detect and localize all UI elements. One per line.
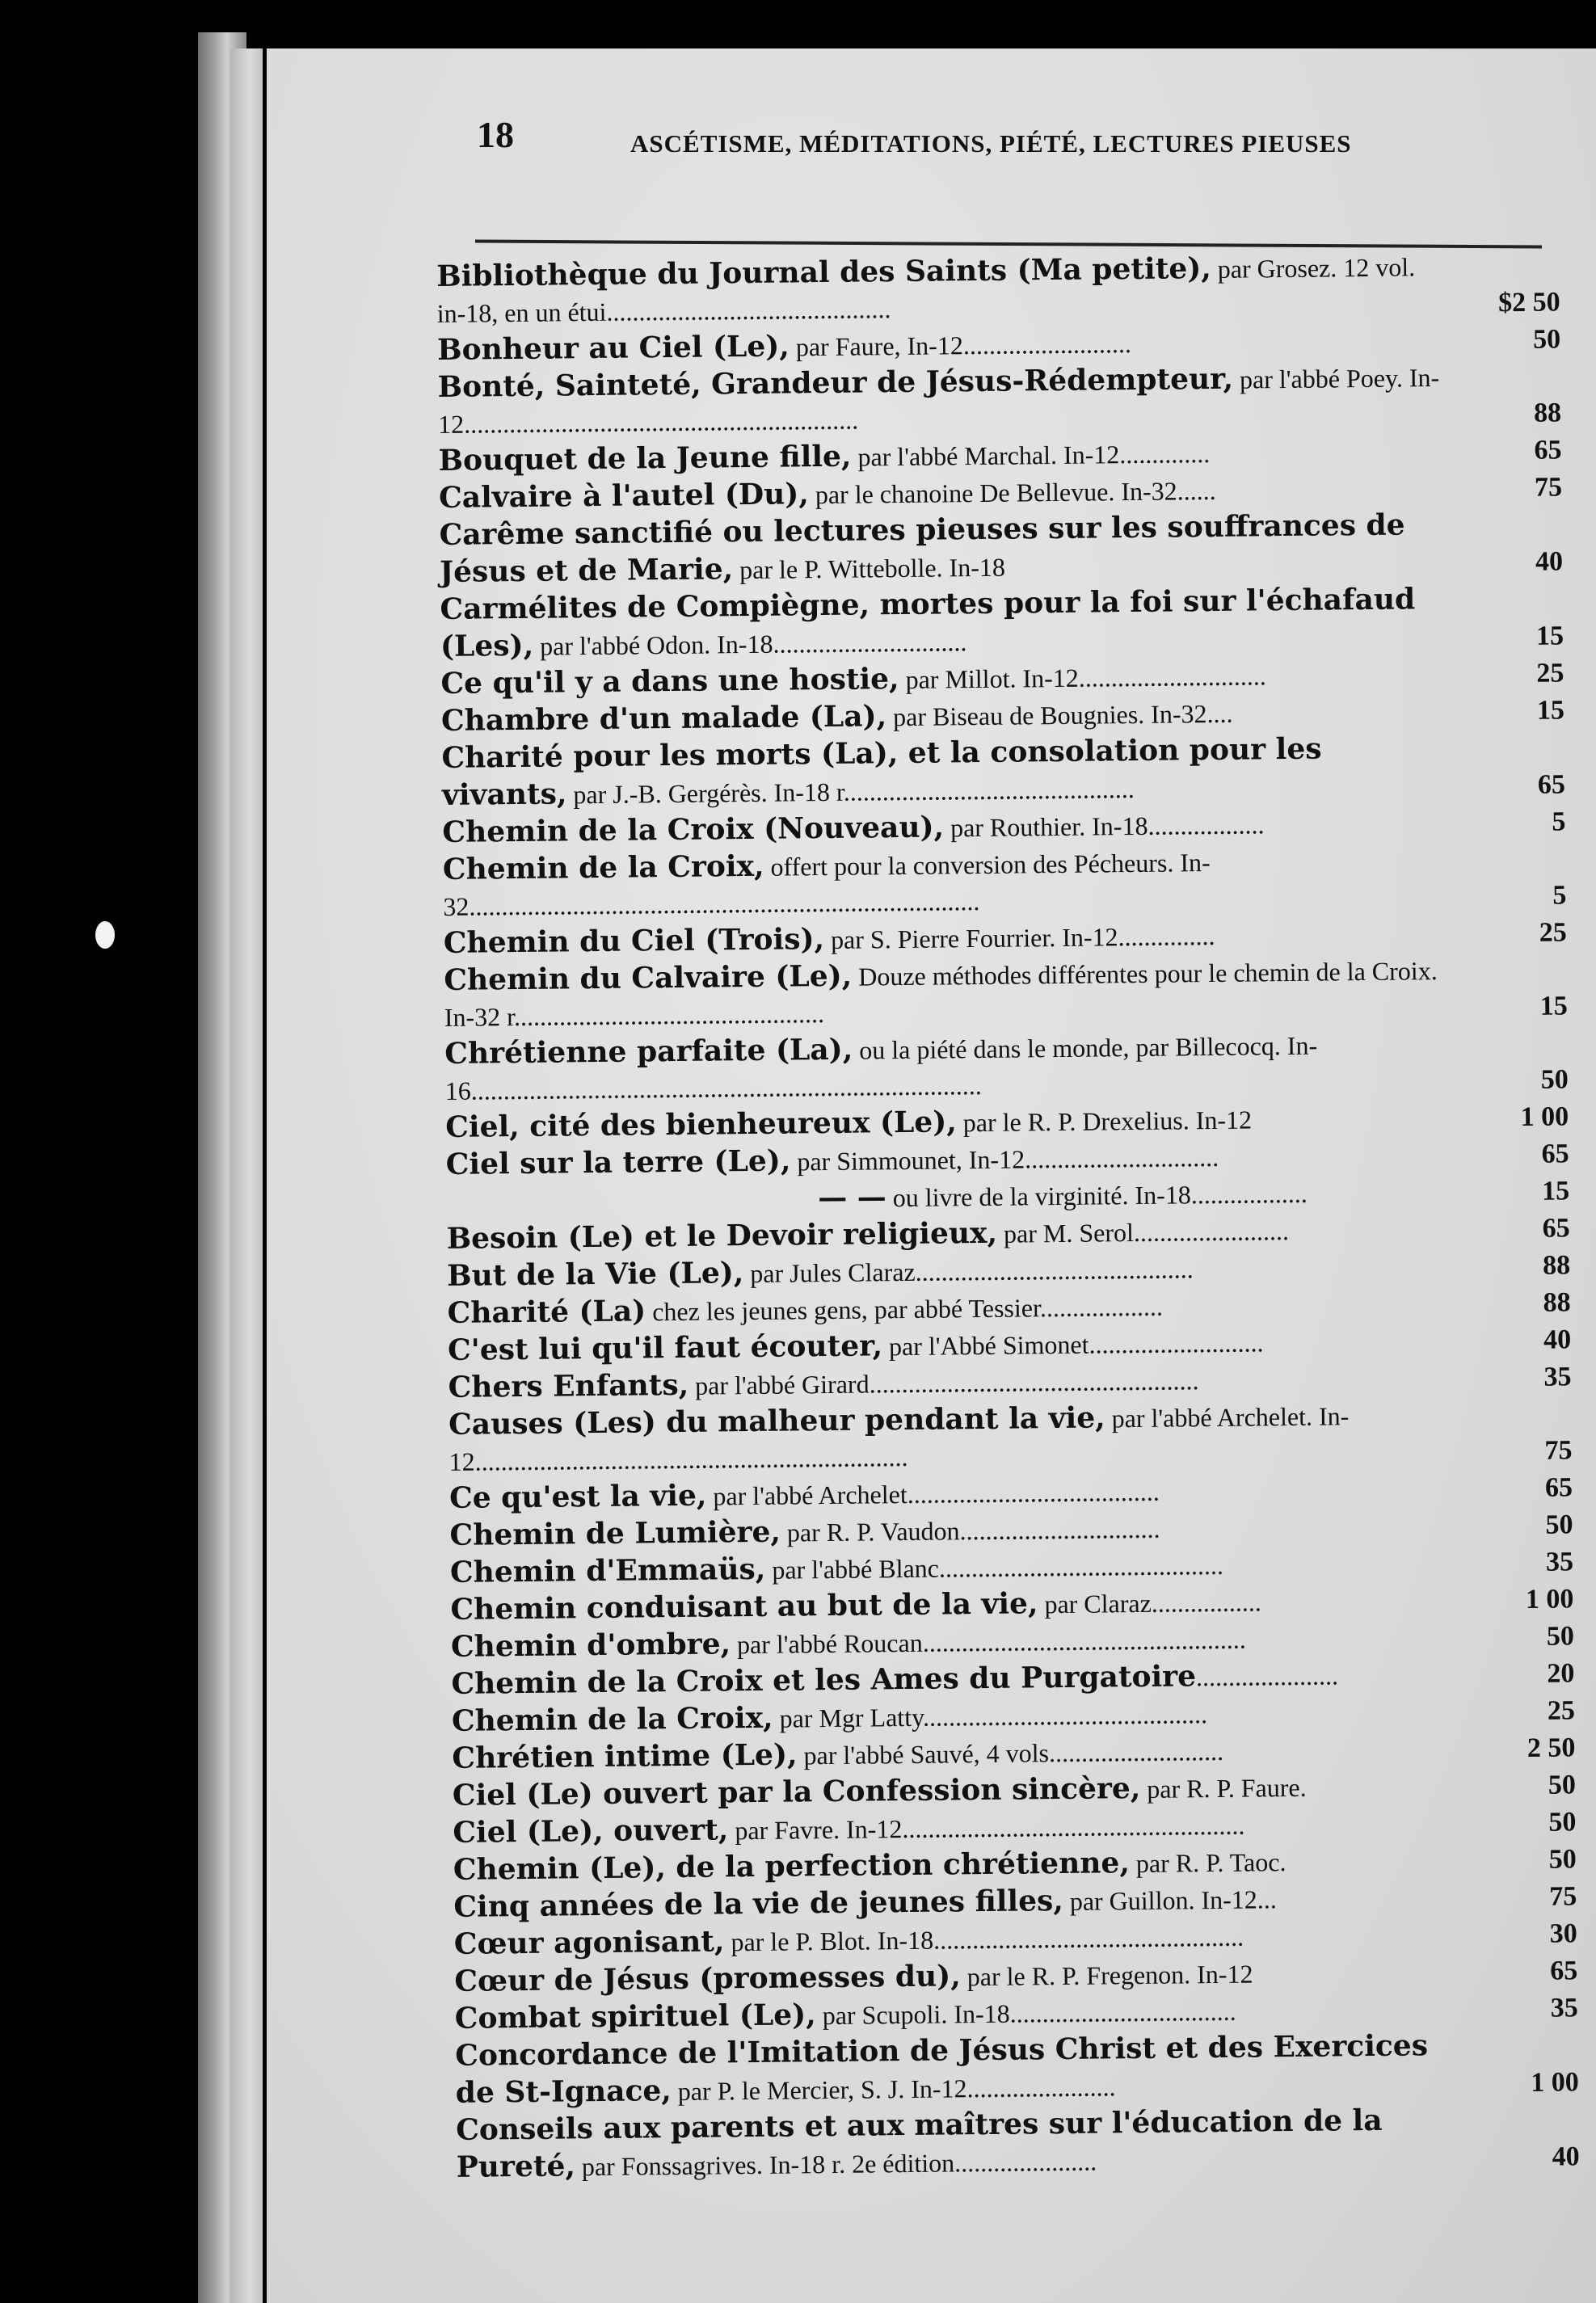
- entry-description: ou la piété dans le monde, par Billecocq. In-16...............................................................................: [444, 1030, 1318, 1105]
- entry-price: 5: [1552, 806, 1566, 837]
- entry-title: Chemin de Lumière,: [449, 1514, 781, 1552]
- entry-title: Chemin du Calvaire (Le),: [444, 958, 853, 997]
- entry-title: Chrétien intime (Le),: [452, 1737, 798, 1775]
- entry-description: par S. Pierre Fourrier. In-12...............: [823, 920, 1215, 955]
- catalog-entry: [444, 950, 1568, 1036]
- entry-price: 15: [1535, 621, 1564, 651]
- entry-price: 15: [1539, 991, 1568, 1021]
- entry-description: Douze méthodes différentes pour le chemin de la Croix. In-32 r................................................: [444, 956, 1438, 1032]
- catalog-entry: [444, 1024, 1569, 1109]
- entry-title: Chemin de la Croix et les Ames du Purgatoire: [451, 1659, 1197, 1701]
- catalog-entry: [437, 357, 1561, 443]
- entry-description: par P. le Mercier, S. J. In-12.......................: [671, 2072, 1116, 2107]
- entry-description: par R. P. Faure.: [1140, 1772, 1307, 1804]
- entry-text: [448, 1396, 1451, 1480]
- entry-price: 35: [1550, 1993, 1578, 2023]
- entry-description: ......................: [1195, 1661, 1339, 1692]
- entry-title: Chemin d'ombre,: [450, 1627, 731, 1664]
- entry-description: par Mgr Latty............................................: [773, 1699, 1208, 1733]
- entry-title: Carmélites de Compiègne, mortes pour la foi sur l'échafaud (Les),: [440, 582, 1416, 663]
- entry-title: Calvaire à l'autel (Du),: [438, 477, 810, 515]
- entry-title: Chemin conduisant au but de la vie,: [450, 1586, 1038, 1627]
- entry-text: [436, 248, 1439, 332]
- entry-title: Charité pour les morts (La), et la consolation pour les vivants,: [441, 731, 1322, 812]
- entry-price: 65: [1544, 1472, 1573, 1503]
- entry-price: 5: [1552, 880, 1567, 911]
- entry-description: par R. P. Taoc.: [1129, 1847, 1286, 1879]
- entry-title: Cœur de Jésus (promesses du),: [454, 1959, 961, 1998]
- catalog-entry: [439, 505, 1563, 592]
- entry-title: Concordance de l'Imitation de Jésus Christ et des Exercices de St-Ignace,: [455, 2028, 1429, 2110]
- entry-text: [455, 2027, 1458, 2112]
- entry-price: 40: [1535, 546, 1564, 577]
- entry-description: par le R. P. Drexelius. In-12: [956, 1105, 1253, 1138]
- entry-price: 50: [1548, 1770, 1577, 1800]
- entry-price: 35: [1543, 1362, 1572, 1392]
- entry-text: [440, 581, 1442, 666]
- entry-description: chez les jeunes gens, par abbé Tessier...................: [646, 1291, 1164, 1327]
- entry-price: 65: [1537, 769, 1566, 800]
- entry-title: Ciel (Le), ouvert,: [453, 1813, 729, 1850]
- entry-description: par M. Serol........................: [996, 1216, 1290, 1248]
- catalog-list: [436, 246, 1580, 2186]
- catalog-entry: [441, 728, 1565, 815]
- entry-description: par l'abbé Archelet.......................................: [706, 1476, 1160, 1511]
- catalog-entry: [456, 2100, 1580, 2187]
- page-number: 18: [477, 114, 514, 155]
- page-edge-stack: [230, 48, 263, 2303]
- entry-description: par l'abbé Marchal. In-12..............: [851, 438, 1211, 472]
- entry-title: Conseils aux parents et aux maîtres sur l'éducation de la Pureté,: [456, 2103, 1383, 2184]
- entry-price: 65: [1550, 1956, 1578, 1986]
- entry-price: 75: [1549, 1881, 1577, 1912]
- entry-price: 88: [1533, 398, 1562, 428]
- entry-price: 25: [1536, 658, 1564, 688]
- entry-title: Chrétienne parfaite (La),: [444, 1032, 853, 1071]
- entry-description: par Routhier. In-18..................: [943, 810, 1265, 843]
- entry-title: Cœur agonisant,: [453, 1924, 725, 1961]
- entry-price: 1 00: [1531, 2067, 1579, 2098]
- entry-text: [456, 2102, 1459, 2187]
- entry-price: $2 50: [1497, 287, 1560, 318]
- entry-title: Causes (Les) du malheur pendant la vie,: [448, 1400, 1105, 1442]
- entry-price: 30: [1549, 1918, 1577, 1949]
- entry-title: Combat spirituel (Le),: [454, 1998, 816, 2036]
- entry-price: 15: [1541, 1176, 1570, 1206]
- entry-price: 35: [1545, 1547, 1574, 1577]
- running-head: ASCÉTISME, MÉDITATIONS, PIÉTÉ, LECTURES PIEUSES: [630, 129, 1352, 158]
- entry-title: Carême sanctifié ou lectures pieuses sur les souffrances de Jésus et de Marie,: [439, 507, 1405, 589]
- entry-title: — —: [817, 1180, 886, 1215]
- page-header: [477, 113, 1543, 170]
- entry-price: 75: [1544, 1435, 1573, 1466]
- entry-description: par le P. Wittebolle. In-18: [732, 552, 1006, 585]
- entry-price: 50: [1545, 1509, 1573, 1540]
- entry-title: Ciel, cité des bienheureux (Le),: [445, 1105, 958, 1144]
- entry-price: 40: [1543, 1324, 1572, 1355]
- entry-price: 25: [1539, 917, 1568, 948]
- entry-description: offert pour la conversion des Pécheurs. In-32...............................................................................: [443, 848, 1211, 921]
- entry-text: [441, 730, 1444, 815]
- entry-price: 20: [1547, 1658, 1575, 1689]
- entry-description: par l'abbé Odon. In-18..............................: [533, 627, 967, 661]
- entry-price: 50: [1540, 1064, 1569, 1095]
- entry-title: Chemin de la Croix,: [442, 848, 764, 886]
- entry-title: Cinq années de la vie de jeunes filles,: [453, 1883, 1064, 1924]
- entry-price: 50: [1548, 1844, 1577, 1875]
- entry-description: par l'abbé Poey. In-12.............................................................: [437, 363, 1440, 439]
- entry-price: 50: [1548, 1807, 1577, 1838]
- entry-description: par Grosez. 12 vol. in-18, en un étui............................................: [436, 252, 1416, 328]
- entry-description: par Simmounet, In-12..............................: [790, 1142, 1219, 1177]
- entry-title: Charité (La): [447, 1294, 646, 1330]
- entry-title: Bonté, Sainteté, Grandeur de Jésus-Rédempteur,: [437, 361, 1234, 404]
- catalog-entry: [436, 246, 1560, 332]
- entry-price: 50: [1532, 324, 1561, 355]
- entry-description: par l'abbé Blanc............................................: [765, 1550, 1224, 1585]
- entry-price: 1 00: [1525, 1584, 1574, 1615]
- entry-title: Chambre d'un malade (La),: [440, 699, 887, 738]
- entry-description: par J.-B. Gergérès. In-18 r.............................................: [566, 773, 1135, 810]
- entry-price: 88: [1543, 1287, 1571, 1318]
- entry-title: Chemin (Le), de la perfection chrétienne,: [453, 1846, 1131, 1887]
- entry-description: par le P. Blot. In-18................................................: [724, 1922, 1244, 1957]
- entry-price: 65: [1541, 1139, 1569, 1169]
- entry-price: 40: [1552, 2141, 1580, 2172]
- entry-title: Chers Enfants,: [448, 1367, 689, 1404]
- entry-title: But de la Vie (Le),: [446, 1256, 744, 1293]
- entry-title: Ce qu'il y a dans une hostie,: [440, 662, 899, 701]
- entry-description: par Millot. In-12.............................: [899, 661, 1266, 695]
- entry-title: Chemin de la Croix (Nouveau),: [442, 810, 945, 849]
- entry-title: Ce qu'est la vie,: [448, 1478, 707, 1515]
- entry-description: par l'Abbé Simonet...........................: [882, 1328, 1264, 1362]
- entry-text: [439, 507, 1442, 592]
- entry-price: 25: [1547, 1695, 1576, 1726]
- entry-text: [444, 1025, 1447, 1109]
- entry-price: 50: [1546, 1621, 1575, 1652]
- entry-text: [444, 952, 1447, 1036]
- entry-description: par Biseau de Bougnies. In-32....: [886, 698, 1233, 732]
- catalog-entry: [455, 2026, 1579, 2112]
- catalog-entry: [440, 579, 1564, 666]
- entry-description: par l'abbé Roucan..................................................: [730, 1624, 1246, 1660]
- entry-title: C'est lui qu'il faut écouter,: [447, 1328, 883, 1367]
- entry-description: par Scupoli. In-18...................................: [815, 1996, 1236, 2031]
- entry-text: [437, 359, 1440, 443]
- scan-speck-small: [360, 184, 364, 189]
- entry-price: 2 50: [1527, 1733, 1576, 1763]
- entry-price: 65: [1534, 435, 1562, 465]
- entry-description: par Jules Claraz...........................................: [743, 1254, 1194, 1289]
- entry-description: par l'abbé Girard...................................................: [688, 1366, 1199, 1400]
- entry-title: Chemin du Ciel (Trois),: [443, 922, 825, 960]
- entry-title: Chemin de la Croix,: [451, 1700, 773, 1738]
- entry-description: par le chanoine De Bellevue. In-32......: [808, 475, 1216, 510]
- entry-price: 75: [1534, 472, 1563, 503]
- entry-description: par l'abbé Sauvé, 4 vols...........................: [797, 1736, 1224, 1770]
- entry-price: 1 00: [1520, 1101, 1569, 1133]
- entry-description: par Faure, In-12..........................: [789, 329, 1132, 362]
- scan-speck: [95, 921, 115, 949]
- entry-description: par le R. P. Fregenon. In-12: [960, 1959, 1253, 1992]
- catalog-entry: [448, 1395, 1573, 1480]
- entry-title: Bonheur au Ciel (Le),: [436, 329, 790, 367]
- entry-title: Bibliothèque du Journal des Saints (Ma petite),: [436, 251, 1212, 293]
- entry-description: par R. P. Vaudon...............................: [780, 1514, 1160, 1547]
- entry-description: ou livre de la virginité. In-18..................: [886, 1178, 1308, 1213]
- catalog-entry: [443, 840, 1567, 925]
- entry-description: par Favre. In-12.....................................................: [728, 1810, 1245, 1846]
- entry-description: par Claraz.................: [1038, 1587, 1261, 1619]
- entry-title: Besoin (Le) et le Devoir religieux,: [446, 1215, 998, 1256]
- entry-description: par l'abbé Archelet. In-12...................................................................: [448, 1401, 1350, 1476]
- entry-title: Ciel (Le) ouvert par la Confession sincère,: [452, 1770, 1141, 1813]
- entry-price: 15: [1536, 695, 1565, 726]
- entry-title: Chemin d'Emmaüs,: [449, 1551, 766, 1589]
- entry-price: 88: [1542, 1250, 1571, 1281]
- entry-description: par Fonssagrives. In-18 r. 2e édition......................: [575, 2146, 1097, 2182]
- entry-price: 65: [1542, 1213, 1570, 1244]
- entry-description: par Guillon. In-12...: [1063, 1884, 1277, 1916]
- entry-text: [443, 841, 1446, 925]
- entry-title: Ciel sur la terre (Le),: [445, 1143, 791, 1181]
- entry-title: Bouquet de la Jeune fille,: [438, 439, 852, 478]
